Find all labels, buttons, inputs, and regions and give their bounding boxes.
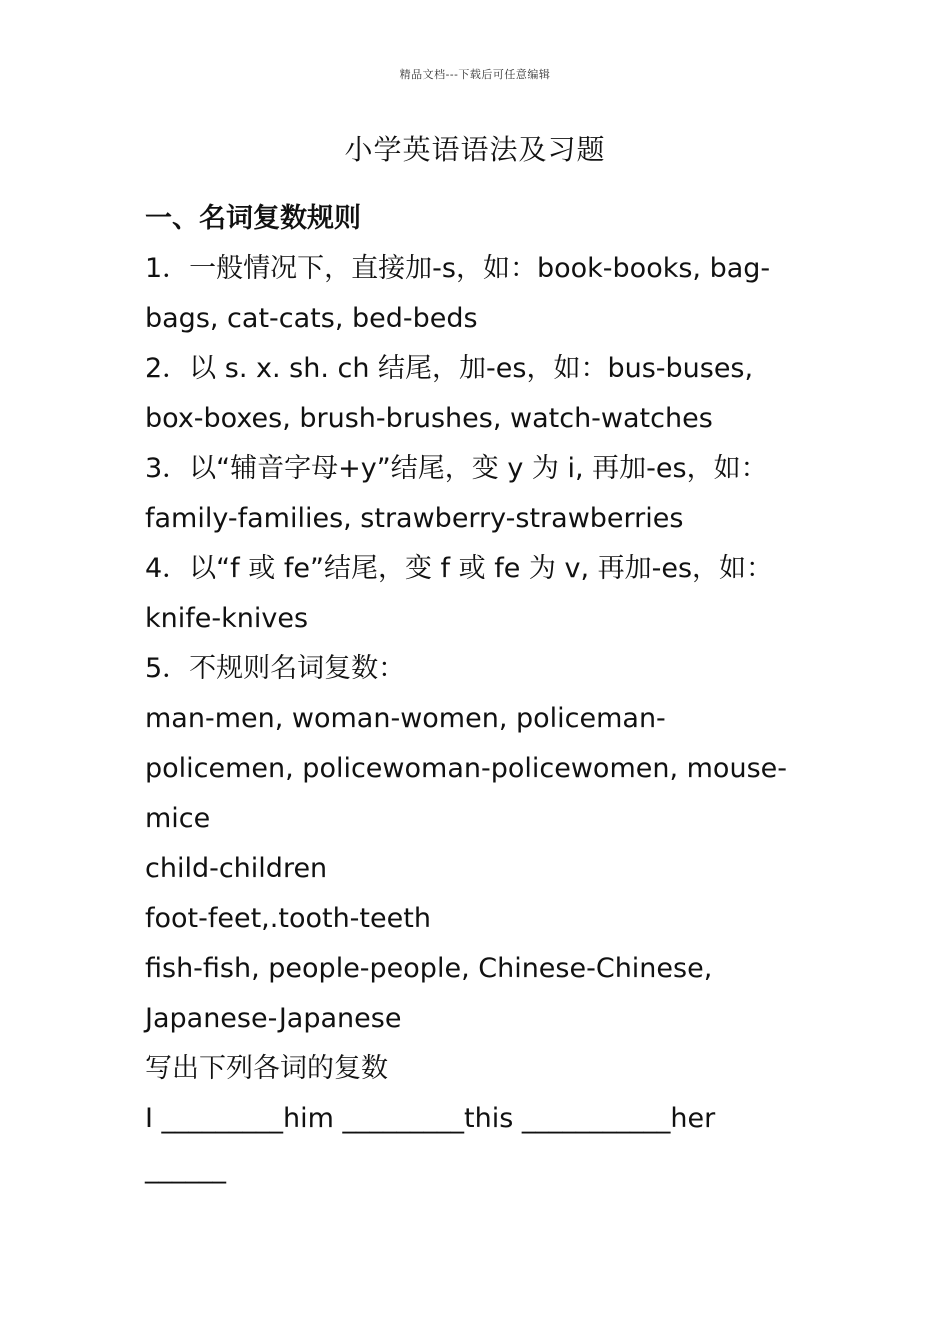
body-line: policemen, policewoman-policewomen, mouse- [145,753,787,784]
body-line: 2．以 s. x. sh. ch 结尾，加-es，如：bus-buses, [145,353,754,384]
exercise-blanks-line: ______ [145,1153,226,1184]
section-heading-plural-rules: 一、名词复数规则 [145,203,361,234]
exercise-blanks-line: I _________him _________this ___________her [145,1103,716,1134]
body-line: 3．以“辅音字母+y”结尾，变 y 为 i, 再加-es，如： [145,453,768,484]
document-title: 小学英语语法及习题 [344,133,606,166]
body-line: bags, cat-cats, bed-beds [145,303,478,334]
body-line: box-boxes, brush-brushes, watch-watches [145,403,713,434]
document-body [145,194,810,1194]
body-line: child-children [145,853,328,884]
body-line: foot-feet,.tooth-teeth [145,903,431,934]
body-line: 4．以“f 或 fe”结尾，变 f 或 fe 为 v, 再加-es，如： [145,553,774,584]
body-line: fish-fish, people-people, Chinese-Chinese, [145,953,713,984]
body-line: 5．不规则名词复数： [145,653,406,684]
body-line: mice [145,803,211,834]
body-line: family-families, strawberry-strawberries [145,503,684,534]
header-note: 精品文档---下载后可任意编辑 [399,68,551,81]
body-line: 1．一般情况下，直接加-s，如：book-books, bag- [145,253,771,284]
exercise-heading: 写出下列各词的复数 [145,1053,388,1084]
body-line: knife-knives [145,603,309,634]
body-line: Japanese-Japanese [145,1003,402,1034]
body-line: man-men, woman-women, policeman- [145,703,666,734]
